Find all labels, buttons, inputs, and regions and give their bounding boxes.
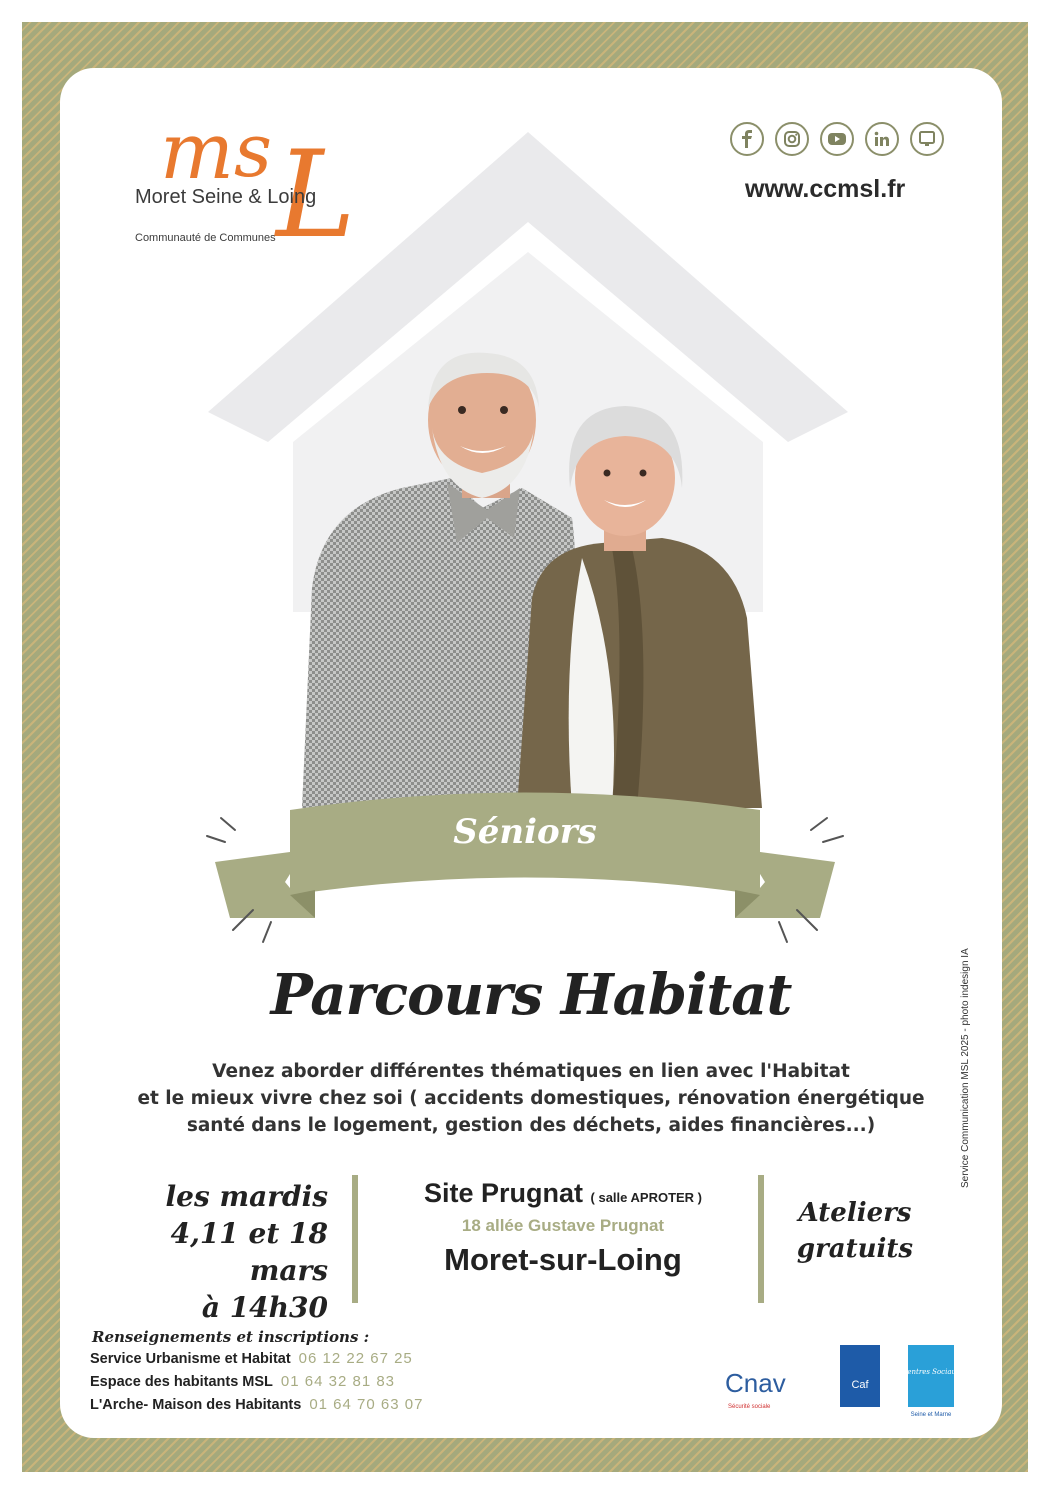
centres-logo-subtitle: Seine et Marne <box>910 1412 952 1418</box>
separator-bar <box>352 1175 358 1303</box>
description-line: et le mieux vivre chez soi ( accidents domestiques, rénovation énergétique <box>137 1088 925 1109</box>
svg-text:L: L <box>276 126 356 248</box>
website-link[interactable]: www.ccmsl.fr <box>745 175 906 203</box>
description-line: santé dans le logement, gestion des déchets, aides financières...) <box>186 1115 876 1136</box>
photo-credit: Service Communication MSL 2025 - photo indesign IA <box>960 948 971 1188</box>
logo-subtitle: Communauté de Communes <box>135 232 276 244</box>
instagram-icon[interactable] <box>775 122 809 156</box>
contact-name: L'Arche- Maison des Habitants <box>90 1397 302 1413</box>
screen-icon[interactable] <box>910 122 944 156</box>
facebook-icon[interactable] <box>730 122 764 156</box>
description <box>60 1058 1002 1139</box>
cnav-logo-text: Cnav <box>725 1368 786 1398</box>
separator-bar <box>758 1175 764 1303</box>
event-dates <box>100 1178 328 1326</box>
place-address: 18 allée Gustave Prugnat <box>461 1216 665 1235</box>
place-name-line <box>372 1178 754 1209</box>
contact-list <box>90 1350 423 1419</box>
contact-row <box>90 1350 423 1373</box>
contact-row <box>90 1396 423 1419</box>
social-links <box>730 122 944 156</box>
centres-logo-text: Centres Sociaux <box>902 1368 960 1376</box>
contact-phone[interactable]: 01 64 70 63 07 <box>309 1396 424 1413</box>
dates-line: 4,11 et 18 mars <box>170 1217 328 1287</box>
senior-couple-photo <box>282 338 782 808</box>
centres-sociaux-logo <box>902 1345 960 1418</box>
msl-logo-mark <box>150 108 380 248</box>
ateliers-line: Ateliers <box>798 1198 912 1228</box>
logo-name: Moret Seine & Loing <box>135 186 317 208</box>
partner-logos <box>720 1340 970 1420</box>
seniors-label: Séniors <box>453 812 597 852</box>
svg-text:m: m <box>160 108 228 197</box>
caf-logo-text: Caf <box>851 1379 869 1391</box>
ateliers-line: gratuits <box>796 1234 914 1264</box>
description-line: Venez aborder différentes thématiques en lien avec l'Habitat <box>212 1061 850 1082</box>
contact-phone[interactable]: 06 12 22 67 25 <box>298 1350 413 1367</box>
youtube-icon[interactable] <box>820 122 854 156</box>
contact-phone[interactable]: 01 64 32 81 83 <box>280 1373 396 1390</box>
caf-logo <box>840 1345 880 1407</box>
cnav-logo-subtitle: Sécurité sociale <box>728 1404 771 1410</box>
linkedin-icon[interactable] <box>865 122 899 156</box>
dates-line: à 14h30 <box>201 1291 328 1324</box>
place-room: ( salle APROTER ) <box>590 1190 703 1205</box>
place-city: Moret-sur-Loing <box>444 1242 682 1277</box>
contact-row <box>90 1373 423 1396</box>
info-title: Renseignements et inscriptions : <box>92 1328 370 1346</box>
cnav-logo <box>725 1368 786 1410</box>
contact-name: Espace des habitants MSL <box>90 1374 273 1390</box>
dates-line: les mardis <box>165 1180 328 1213</box>
event-location <box>372 1178 754 1278</box>
poster-title: Parcours Habitat <box>270 962 792 1028</box>
contact-name: Service Urbanisme et Habitat <box>90 1351 291 1367</box>
place-name: Site Prugnat <box>423 1178 584 1208</box>
svg-text:s: s <box>234 108 272 194</box>
free-workshops <box>770 1195 940 1267</box>
